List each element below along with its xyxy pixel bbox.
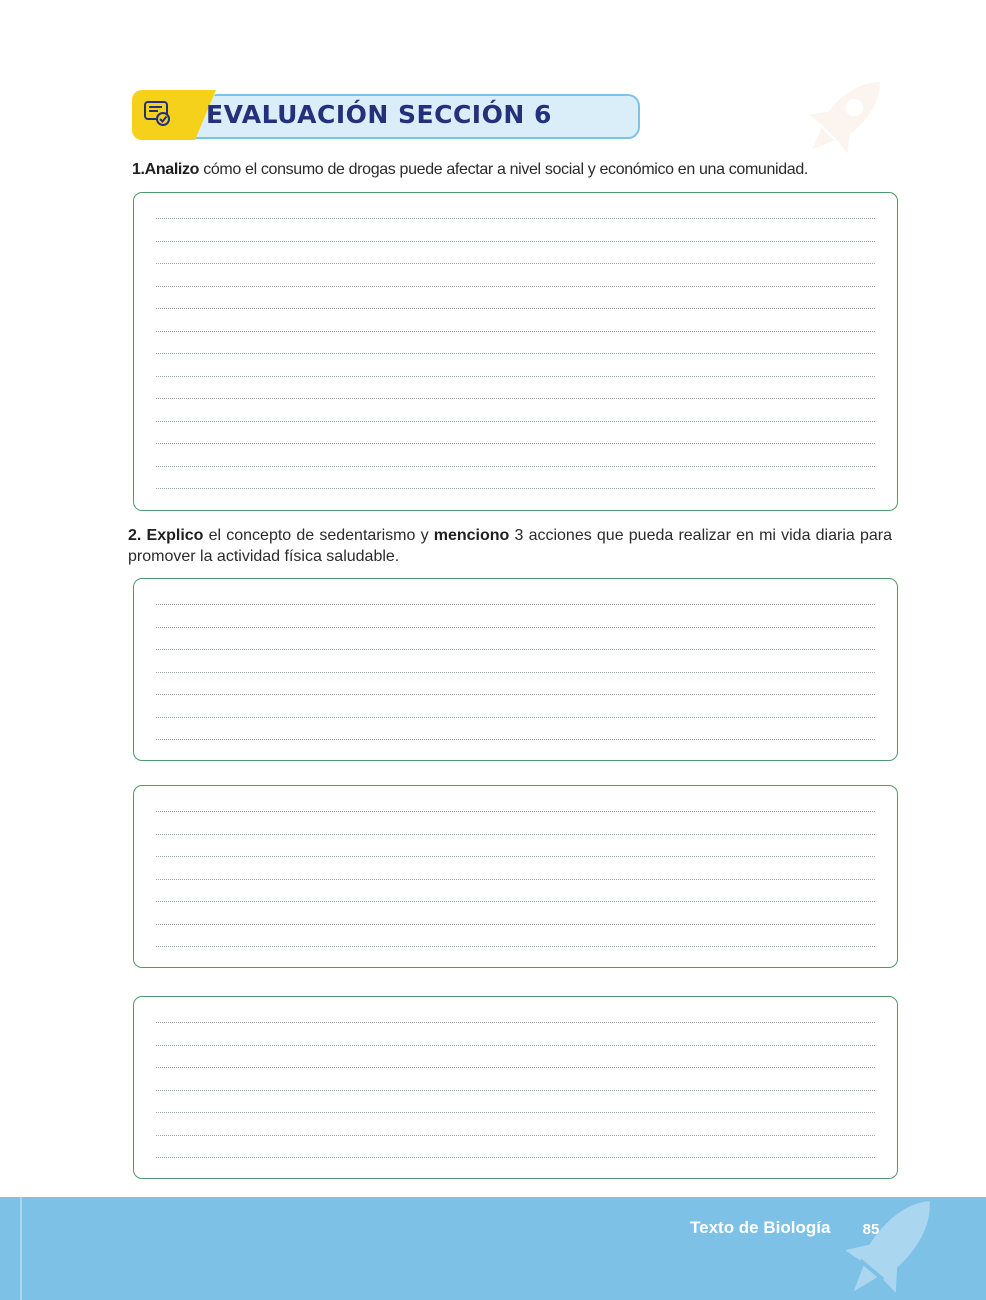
answer-line: [156, 1112, 875, 1113]
answer-line: [156, 694, 875, 695]
answer-line: [156, 398, 875, 399]
answer-line: [156, 466, 875, 467]
question-2-text-2: 3 acciones que pueda realizar en mi vida diaria para promover la actividad física saludable.: [128, 527, 892, 565]
page-number: 85: [862, 1221, 880, 1238]
answer-line: [156, 353, 875, 354]
page-footer: [0, 1197, 986, 1300]
question-1: [132, 159, 902, 180]
answer-line: [156, 901, 875, 902]
answer-line: [156, 811, 875, 812]
question-2: [128, 525, 892, 567]
answer-line: [156, 649, 875, 650]
section-title: EVALUACIÓN SECCIÓN 6: [206, 100, 552, 129]
answer-line: [156, 488, 875, 489]
answer-line: [156, 946, 875, 947]
question-1-number: 1.: [132, 161, 145, 178]
answer-box-4[interactable]: [133, 996, 898, 1179]
answer-line: [156, 241, 875, 242]
answer-line: [156, 331, 875, 332]
rocket-watermark-icon: [790, 62, 900, 172]
answer-line: [156, 421, 875, 422]
answer-line: [156, 263, 875, 264]
checklist-icon: [142, 98, 172, 128]
answer-line: [156, 443, 875, 444]
question-1-verb: Analizo: [144, 161, 200, 178]
footer-edge-line: [20, 1197, 22, 1300]
book-title: Texto de Biología: [690, 1218, 831, 1237]
answer-line: [156, 1135, 875, 1136]
answer-line: [156, 604, 875, 605]
answer-line: [156, 308, 875, 309]
answer-line: [156, 856, 875, 857]
answer-line: [156, 1045, 875, 1046]
answer-line: [156, 218, 875, 219]
answer-line: [156, 1157, 875, 1158]
answer-line: [156, 717, 875, 718]
answer-line: [156, 1067, 875, 1068]
answer-line: [156, 879, 875, 880]
rocket-icon: [836, 1197, 946, 1300]
question-2-verb-2: menciono: [433, 527, 510, 544]
answer-line: [156, 1022, 875, 1023]
question-2-number: 2.: [128, 527, 142, 544]
question-1-text: cómo el consumo de drogas puede afectar a nivel social y económico en una comunidad.: [199, 161, 808, 178]
answer-line: [156, 924, 875, 925]
answer-line: [156, 1090, 875, 1091]
answer-line: [156, 672, 875, 673]
answer-line: [156, 376, 875, 377]
question-2-verb-1: Explico: [146, 527, 204, 544]
section-banner: [132, 90, 642, 144]
answer-box-1[interactable]: [133, 192, 898, 511]
answer-line: [156, 834, 875, 835]
answer-box-3[interactable]: [133, 785, 898, 968]
answer-line: [156, 627, 875, 628]
answer-box-2[interactable]: [133, 578, 898, 761]
answer-line: [156, 286, 875, 287]
question-2-text-1: el concepto de sedentarismo y: [203, 527, 434, 544]
answer-line: [156, 739, 875, 740]
